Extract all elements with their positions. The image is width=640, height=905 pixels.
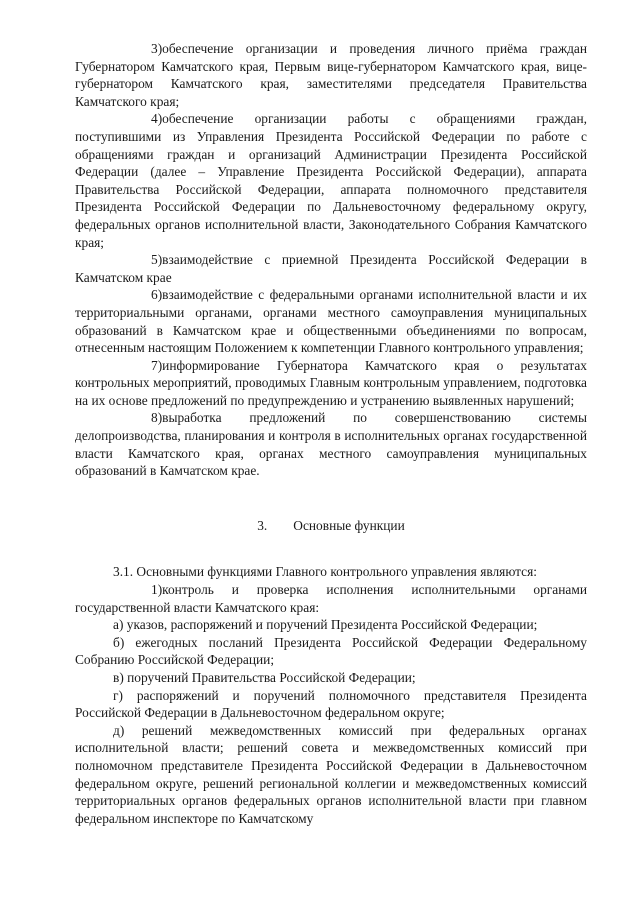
item-text: контроль и проверка исполнения исполнительными органами государственной власти Камчатского края:	[75, 582, 587, 615]
list-item-4	[75, 110, 587, 251]
section-heading	[75, 517, 587, 535]
list-item-8	[75, 409, 587, 479]
document-page	[75, 40, 587, 827]
item-text: взаимодействие с приемной Президента Российской Федерации в Камчатском крае	[75, 252, 587, 285]
item-number: 3)	[151, 41, 163, 56]
item-number: 6)	[151, 287, 163, 303]
subitem-v: в) поручений Правительства Российской Федерации;	[113, 670, 416, 685]
list-item-5	[75, 251, 587, 286]
item-text: обеспечение организации работы с обращениями граждан, поступившими из Управления Президента Российской Федерации по работе с обращениями граждан и организаций Администрации Президента Российской Федерации (далее – Управление Президента Российской Федерации), аппарата Правительства Российской Федерации, аппарата полномочного представителя Президента Российской Федерации по Дальневосточному федеральному округу, федеральных органов исполнительной власти, Законодательного Собрания Камчатского края;	[75, 111, 587, 250]
list-item-6	[75, 286, 587, 356]
list-item-1	[75, 581, 587, 616]
section-number: 3.	[257, 517, 268, 533]
subitem-d: д) решений межведомственных комиссий при федеральных органах исполнительной власти; решений совета и межведомственных комиссий при полномочном представителе Президента Российской Федерации в Дальневосточном федеральном округе, решений региональной коллегии и межведомственных комиссий территориальных органов федеральных органов исполнительной власти при главном федеральном инспекторе по Камчатскому	[75, 722, 587, 826]
subitem-g: г) распоряжений и поручений полномочного представителя Президента Российской Федерации в Дальневосточном федеральном округе;	[75, 687, 587, 721]
item-text: информирование Губернатора Камчатского края о результатах контрольных мероприятий, проводимых Главным контрольным управлением, подготовка на их основе предложений по предупреждению и устранению выявленных нарушений;	[75, 357, 587, 408]
list-item-3	[75, 40, 587, 110]
item-text: выработка предложений по совершенствованию системы делопроизводства, планирования и контроля в исполнительных органах государственной власти Камчатского края, органах местного самоуправления муниципальных образований в Камчатском крае.	[75, 410, 587, 479]
item-number: 5)	[151, 252, 163, 268]
item-text: обеспечение организации и проведения личного приёма граждан Губернатором Камчатского края, Первым вице-губернатором Камчатского края, вице-губернатором Камчатского края, заместителями председателя Правительства Камчатского края;	[75, 41, 587, 109]
item-number: 7)	[151, 357, 163, 373]
subitem-a: а) указов, распоряжений и поручений Президента Российской Федерации;	[113, 617, 538, 633]
item-number: 4)	[151, 111, 163, 127]
section-intro: 3.1. Основными функциями Главного контрольного управления являются:	[113, 564, 538, 580]
item-number: 8)	[151, 410, 163, 426]
section-title: Основные функции	[293, 517, 405, 533]
item-text: взаимодействие с федеральными органами исполнительной власти и их территориальными органами, органами местного самоуправления муниципальных образований в Камчатском крае и общественными объединениями по вопросам, отнесенным настоящим Положением к компетенции Главного контрольного управления;	[75, 287, 587, 356]
list-item-7	[75, 357, 587, 410]
item-number: 1)	[151, 582, 163, 598]
subitem-b: б) ежегодных посланий Президента Российской Федерации Федеральному Собранию Российской Федерации;	[75, 634, 587, 668]
